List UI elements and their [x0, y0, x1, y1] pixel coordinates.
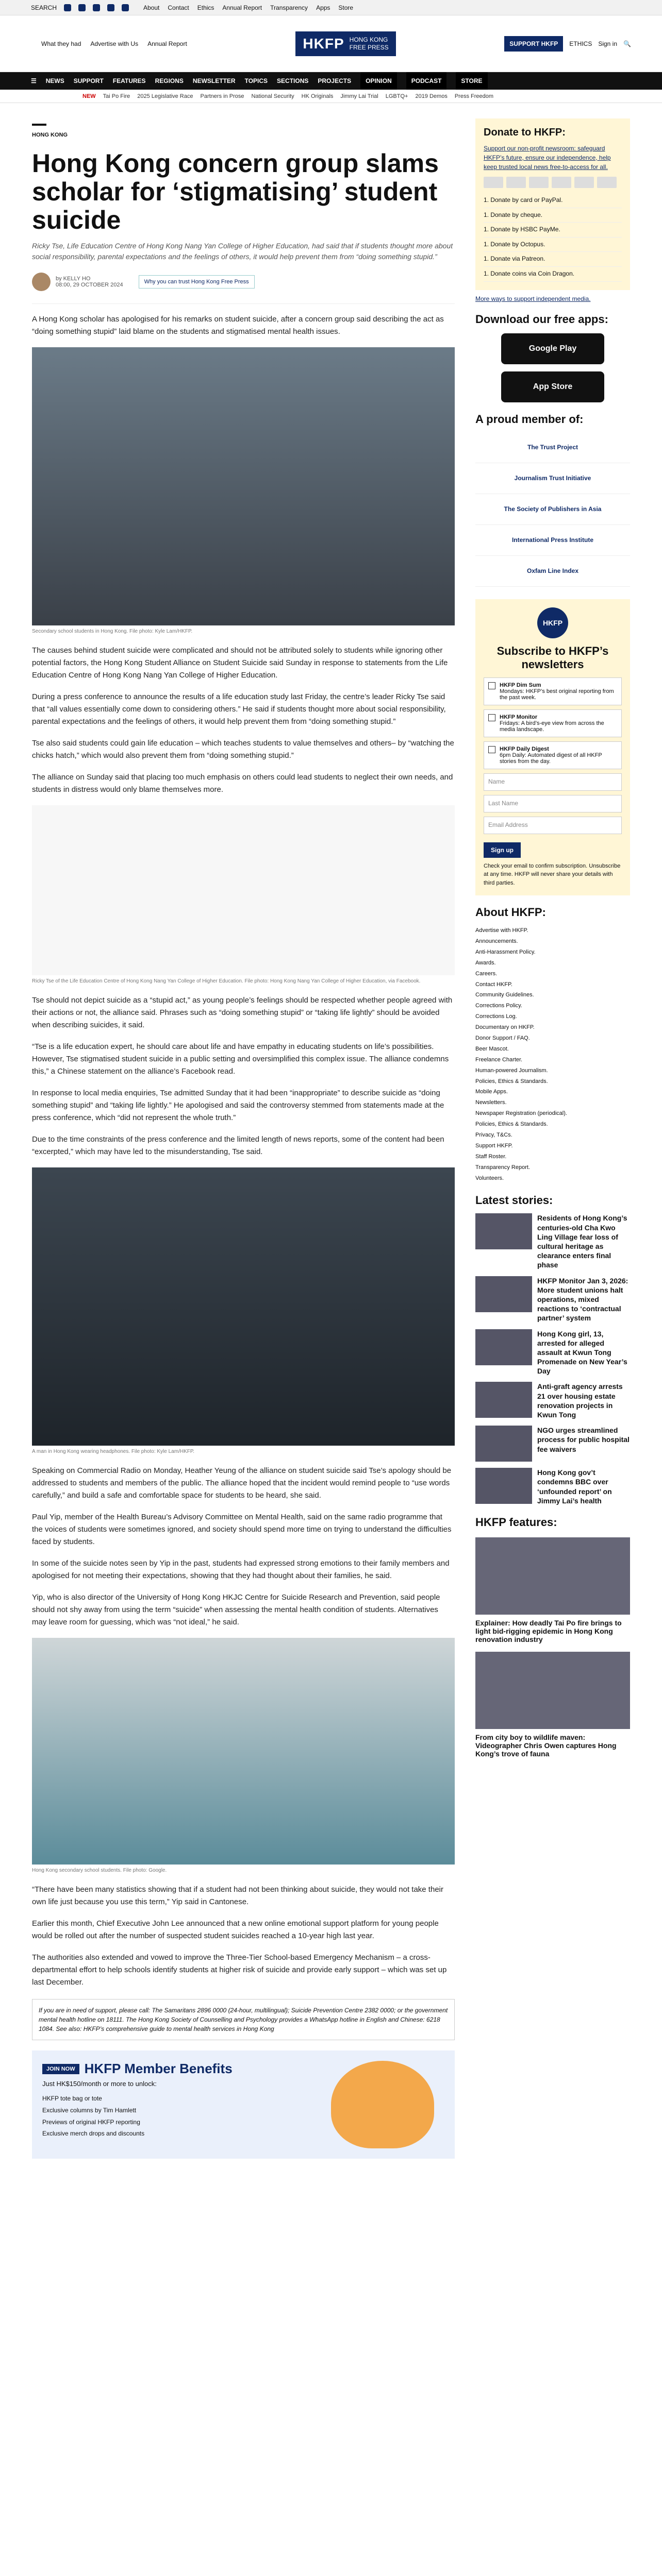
- first-name-input[interactable]: Name: [484, 773, 622, 791]
- twitter-icon[interactable]: [78, 4, 86, 11]
- payment-icons: [484, 177, 622, 188]
- amex-icon: [529, 177, 549, 188]
- trending-link[interactable]: 2019 Demos: [415, 93, 448, 99]
- masthead-link[interactable]: Advertise with Us: [90, 40, 139, 47]
- about-link[interactable]: Newspaper Registration (periodical).: [475, 1110, 567, 1117]
- topbar-link[interactable]: Apps: [316, 4, 330, 11]
- nav-item[interactable]: NEWS: [45, 77, 64, 84]
- member-logo[interactable]: Oxfam Line Index: [475, 556, 630, 587]
- main-nav: [0, 72, 662, 90]
- last-name-input[interactable]: Last Name: [484, 795, 622, 812]
- donate-option[interactable]: 1. Donate by Octopus.: [484, 238, 622, 252]
- author-avatar: [32, 273, 51, 291]
- member-promo[interactable]: [32, 2050, 455, 2159]
- facebook-icon[interactable]: [64, 4, 71, 11]
- logo-text: HKFP: [303, 35, 344, 52]
- photo-caption: Secondary school students in Hong Kong. File photo: Kyle Lam/HKFP.: [32, 629, 193, 634]
- promo-heading: HKFP Member Benefits: [84, 2061, 233, 2076]
- article-subtitle: Ricky Tse, Life Education Centre of Hong Kong Nang Yan College of Higher Education, had said that if students thought more about social responsibility, parental expectations and the feelings of others, it would help prevent them from “doing something stupid.”: [32, 242, 453, 261]
- about-link[interactable]: Freelance Charter.: [475, 1056, 523, 1063]
- donate-option[interactable]: 1. Donate coins via Coin Dragon.: [484, 267, 622, 282]
- nav-item[interactable]: FEATURES: [112, 77, 146, 84]
- about-link[interactable]: Donor Support / FAQ.: [475, 1035, 530, 1041]
- trending-link[interactable]: LGBTQ+: [385, 93, 408, 99]
- trust-badge[interactable]: Why you can trust Hong Kong Free Press: [139, 275, 255, 289]
- newsletter-option[interactable]: HKFP Daily Digest 6pm Daily: Automated digest of all HKFP stories from the day.: [484, 741, 622, 769]
- menu-icon[interactable]: ☰: [31, 77, 37, 84]
- trending-link[interactable]: National Security: [251, 93, 294, 99]
- list-item: Exclusive merch drops and discounts: [42, 2130, 145, 2138]
- trending-link[interactable]: HK Originals: [301, 93, 334, 99]
- about-link[interactable]: Policies, Ethics & Standards.: [475, 1121, 548, 1128]
- about-link[interactable]: Careers.: [475, 970, 498, 977]
- hkfp-logo[interactable]: [295, 31, 395, 56]
- article-kicker[interactable]: HONG KONG: [32, 132, 68, 138]
- topbar-link[interactable]: Contact: [168, 4, 189, 11]
- nav-item[interactable]: SECTIONS: [277, 77, 309, 84]
- donate-option[interactable]: 1. Donate via Patreon.: [484, 252, 622, 267]
- masthead-link[interactable]: What they had: [41, 40, 81, 47]
- support-info-box: If you are in need of support, please call: The Samaritans 2896 0000 (24-hour, multilingual); Suicide Prevention Centre 2382 0000; or the government mental health hotline on 18111. The Hong Kong Society of Counselling and Psychology provides a WhatsApp hotline in English and Chinese: 6218 1084. See also: HKFP’s comprehensive guide to mental health services in Hong Kong: [32, 1999, 455, 2040]
- article-photo: [32, 1638, 455, 1865]
- about-link[interactable]: Mobile Apps.: [475, 1089, 508, 1095]
- newsletter-option[interactable]: HKFP Dim Sum Mondays: HKFP’s best original reporting from the past week.: [484, 677, 622, 705]
- paypal-icon: [552, 177, 571, 188]
- search-icon[interactable]: 🔍: [623, 40, 631, 47]
- about-link[interactable]: Anti-Harassment Policy.: [475, 948, 536, 955]
- checkbox[interactable]: [488, 682, 495, 689]
- divider: [32, 124, 46, 126]
- visa-icon: [484, 177, 503, 188]
- newsletter-box: [475, 599, 630, 896]
- paragraph: Tse should not depict suicide as a “stupid act,” as young people’s feelings should be respected whether people agreed with their actions or not, the alliance said. Phrases such as “doing something stupid” or “taking life lightly” should be avoided when describing suicides, it said.: [32, 996, 453, 1029]
- donate-box: [475, 118, 630, 290]
- list-item: Exclusive columns by Tim Hamlett: [42, 2106, 137, 2114]
- story-item[interactable]: Hong Kong gov’t condemns BBC over ‘unfounded report’ on Jimmy Lai’s health: [475, 1468, 630, 1505]
- article-photo: [32, 1167, 455, 1446]
- paragraph: Due to the time constraints of the press conference and the limited length of news reports, some of the content had been “excerpted,” which may have led to the misunderstanding, Tse said.: [32, 1135, 444, 1156]
- apps-title: Download our free apps:: [475, 312, 608, 326]
- story-thumb: [475, 1426, 532, 1462]
- mastercard-icon: [506, 177, 526, 188]
- ethics-link[interactable]: ETHICS: [569, 40, 592, 47]
- story-thumb: [475, 1382, 532, 1418]
- linkedin-icon[interactable]: [122, 4, 129, 11]
- about-link[interactable]: Awards.: [475, 959, 496, 966]
- promo-sub: Just HK$150/month or more to unlock:: [42, 2080, 157, 2088]
- octopus-icon: [597, 177, 617, 188]
- logo-subtext: HONG KONG FREE PRESS: [349, 36, 389, 51]
- instagram-icon[interactable]: [93, 4, 100, 11]
- more-ways-link[interactable]: More ways to support independent media.: [475, 295, 591, 302]
- paragraph: During a press conference to announce the results of a life education study last Friday, the centre’s leader Ricky Tse said that “all values essentially come down to considering others.” He said if students thought more about social responsibility, parental expectations and the feelings of others, it would help prevent them from “doing something stupid.”: [32, 692, 446, 726]
- about-link[interactable]: Documentary on HKFP.: [475, 1024, 535, 1031]
- masthead: [0, 15, 662, 72]
- topbar-link[interactable]: Transparency: [270, 4, 308, 11]
- nav-item[interactable]: PROJECTS: [318, 77, 352, 84]
- donate-title: Donate to HKFP:: [484, 127, 566, 138]
- about-link[interactable]: Support HKFP.: [475, 1142, 513, 1149]
- nav-item[interactable]: TOPICS: [244, 77, 268, 84]
- nav-item[interactable]: OPINION: [360, 72, 397, 90]
- byline: [32, 273, 455, 291]
- topbar-link[interactable]: Annual Report: [222, 4, 262, 11]
- support-button[interactable]: SUPPORT HKFP: [504, 36, 563, 52]
- newsletter-note: Check your email to confirm subscription. Unsubscribe at any time. HKFP will never share your details with third parties.: [484, 862, 621, 886]
- photo-caption: Hong Kong secondary school students. File photo: Google.: [32, 1868, 167, 1873]
- about-link[interactable]: Advertise with HKFP.: [475, 927, 528, 934]
- paragraph: The alliance on Sunday said that placing too much emphasis on others could lead students to neglect their own needs, and students in distress would only blame themselves more.: [32, 773, 453, 794]
- story-thumb: [475, 1329, 532, 1365]
- about-title: About HKFP:: [475, 906, 546, 919]
- story-item[interactable]: Hong Kong girl, 13, arrested for alleged assault at Kwun Tong Promenade on New Year’s Day: [475, 1329, 630, 1376]
- payme-icon: [574, 177, 594, 188]
- paragraph: Yip, who is also director of the University of Hong Kong HKJC Centre for Suicide Research and Prevention, said people should not shy away from using the term “suicide” when assessing the mental health condition of students. Alternatives may leave room for guessing, which was “not ideal,” he said.: [32, 1593, 440, 1626]
- about-link[interactable]: Human-powered Journalism.: [475, 1067, 548, 1074]
- masthead-link[interactable]: Annual Report: [147, 40, 187, 47]
- nav-item[interactable]: REGIONS: [155, 77, 184, 84]
- about-link[interactable]: Transparency Report.: [475, 1164, 530, 1171]
- features-title: HKFP features:: [475, 1515, 557, 1529]
- trending-link[interactable]: Tai Po Fire: [103, 93, 130, 99]
- about-link[interactable]: Corrections Log.: [475, 1013, 517, 1020]
- article-photo: [32, 347, 455, 625]
- member-title: A proud member of:: [475, 412, 584, 426]
- new-badge: NEW: [82, 93, 96, 99]
- donate-option[interactable]: 1. Donate by cheque.: [484, 208, 622, 223]
- nav-item[interactable]: PODCAST: [406, 72, 447, 90]
- email-input[interactable]: Email Address: [484, 817, 622, 834]
- youtube-icon[interactable]: [107, 4, 114, 11]
- nav-item[interactable]: SUPPORT: [73, 77, 104, 84]
- about-link[interactable]: Newsletters.: [475, 1099, 507, 1106]
- paragraph: The authorities also extended and vowed to improve the Three-Tier School-based Emergency Mechanism – a cross-departmental effort to help schools identify students at higher risk of suicide and provide early support – which was set up last December.: [32, 1953, 447, 1987]
- publish-date: 08:00, 29 OCTOBER 2024: [56, 282, 123, 288]
- paragraph: The causes behind student suicide were complicated and should not be attributed solely to students while ignoring other potential factors, the Hong Kong Student Alliance on Student Suicide said Sunday in response to statements from the Life Education Centre of Hong Kong Nang Yan College of Higher Education.: [32, 646, 448, 680]
- feature-item[interactable]: Explainer: How deadly Tai Po fire brings to light bid-rigging epidemic in Hong Kong renovation industry: [475, 1537, 630, 1643]
- member-logo[interactable]: International Press Institute: [475, 525, 630, 556]
- newsletter-title: Subscribe to HKFP’s newsletters: [496, 644, 609, 671]
- story-item[interactable]: Residents of Hong Kong’s centuries-old Cha Kwo Ling Village fear loss of cultural heritage as clearance enters final phase: [475, 1213, 630, 1269]
- hkfp-badge: HKFP: [537, 607, 568, 638]
- story-item[interactable]: NGO urges streamlined process for public hospital fee waivers: [475, 1426, 630, 1462]
- app-store-button[interactable]: App Store: [501, 371, 604, 402]
- nav-item[interactable]: STORE: [456, 72, 487, 90]
- checkbox[interactable]: [488, 714, 495, 721]
- sidebar: [475, 103, 630, 2159]
- top-bar: [0, 0, 662, 15]
- about-list: [475, 925, 630, 1183]
- topbar-link[interactable]: Store: [338, 4, 354, 11]
- paragraph: A Hong Kong scholar has apologised for his remarks on student suicide, after a concern group said describing the act as “doing something stupid” laid blame on the students and stigmatised mental health issues.: [32, 315, 444, 336]
- feature-item[interactable]: From city boy to wildlife maven: Videographer Chris Owen captures Hong Kong’s trove of fauna: [475, 1652, 630, 1758]
- latest-title: Latest stories:: [475, 1194, 553, 1207]
- about-link[interactable]: Announcements.: [475, 938, 518, 944]
- nav-item[interactable]: NEWSLETTER: [192, 77, 236, 84]
- donate-options: [484, 193, 622, 282]
- checkbox[interactable]: [488, 746, 495, 753]
- list-item: HKFP tote bag or tote: [42, 2095, 102, 2102]
- paragraph: Paul Yip, member of the Health Bureau’s Advisory Committee on Mental Health, said on the same radio programme that the voices of students were sometimes ignored, and society should spend more time on trying to understand the difficulties faced by students.: [32, 1513, 452, 1546]
- author-name[interactable]: by KELLY HO: [56, 276, 91, 282]
- article-title: Hong Kong concern group slams scholar for ‘stigmatising’ student suicide: [32, 149, 439, 234]
- story-thumb: [475, 1213, 532, 1249]
- paragraph: In response to local media enquiries, Tse admitted Sunday that it had been “inappropriate” to describe suicide as “doing something stupid” and “taking life lightly.” He apologised and said the controversy stemmed from statements made at the press conference, which “did not represent the whole truth.”: [32, 1089, 444, 1122]
- topbar-link[interactable]: Ethics: [197, 4, 214, 11]
- trending-link[interactable]: Jimmy Lai Trial: [340, 93, 378, 99]
- trending-link[interactable]: Press Freedom: [454, 93, 494, 99]
- list-item: Previews of original HKFP reporting: [42, 2118, 140, 2126]
- trending-link[interactable]: 2025 Legislative Race: [137, 93, 193, 99]
- google-play-button[interactable]: Google Play: [501, 333, 604, 364]
- donate-option[interactable]: 1. Donate by card or PayPal.: [484, 193, 622, 208]
- signin-link[interactable]: Sign in: [598, 40, 618, 47]
- about-link[interactable]: Policies, Ethics & Standards.: [475, 1078, 548, 1084]
- donate-option[interactable]: 1. Donate by HSBC PayMe.: [484, 223, 622, 238]
- newsletter-option[interactable]: HKFP Monitor Fridays: A bird’s-eye view from across the media landscape.: [484, 709, 622, 737]
- join-badge[interactable]: JOIN NOW: [42, 2064, 79, 2074]
- about-link[interactable]: Beer Mascot.: [475, 1045, 509, 1052]
- search-link[interactable]: SEARCH: [31, 4, 57, 11]
- article: [32, 103, 455, 2159]
- paragraph: Speaking on Commercial Radio on Monday, Heather Yeung of the alliance on student suicide said Tse’s apology should be addressed to students and members of the public. The alliance hoped that the incident would remind people to “use words carefully,” and build a safe and comfortable space for students to be heard, she said.: [32, 1466, 452, 1500]
- trending-link[interactable]: Partners in Prose: [200, 93, 244, 99]
- about-link[interactable]: Community Guidelines.: [475, 992, 534, 998]
- story-item[interactable]: HKFP Monitor Jan 3, 2026: More student unions halt operations, mixed reactions to ‘contractual partner’ system: [475, 1276, 630, 1323]
- story-thumb: [475, 1276, 532, 1312]
- about-link[interactable]: Contact HKFP.: [475, 981, 512, 988]
- about-link[interactable]: Privacy, T&Cs.: [475, 1131, 512, 1138]
- feature-thumb: [475, 1652, 630, 1729]
- about-link[interactable]: Corrections Policy.: [475, 1003, 522, 1009]
- paragraph: “There have been many statistics showing that if a student had not been thinking about suicide, they would not take their own life just because you use this term,” Yip said in Cantonese.: [32, 1885, 443, 1906]
- paragraph: “Tse is a life education expert, he should care about life and have empathy in educating students on life’s possibilities. However, Tse stigmatised student suicide in a public setting and oversimplified this complex issue. The alliance condemns this,” a Chinese statement on the alliance’s Facebook read.: [32, 1042, 449, 1076]
- photo-caption: A man in Hong Kong wearing headphones. File photo: Kyle Lam/HKFP.: [32, 1449, 195, 1454]
- embedded-photo: [32, 805, 455, 975]
- paragraph: In some of the suicide notes seen by Yip in the past, students had expressed strong emotions to their family members and apologised for not meeting their expectations, showing that they had thought about their families, he said.: [32, 1559, 450, 1580]
- about-link[interactable]: Staff Roster.: [475, 1153, 507, 1160]
- paragraph: Earlier this month, Chief Executive John Lee announced that a new online emotional support platform for young people would be rolled out after the number of suspected student suicides reached a 10-year high last year.: [32, 1919, 439, 1940]
- member-logo[interactable]: The Trust Project: [475, 432, 630, 463]
- signup-button[interactable]: Sign up: [484, 842, 521, 858]
- member-logo[interactable]: The Society of Publishers in Asia: [475, 494, 630, 525]
- story-thumb: [475, 1468, 532, 1504]
- about-link[interactable]: Volunteers.: [475, 1175, 504, 1181]
- member-logo[interactable]: Journalism Trust Initiative: [475, 463, 630, 494]
- paragraph: Tse also said students could gain life education – which teaches students to value themselves and others– by “watching the chicks hatch,” which would also prevent them from “doing something stupid.”: [32, 739, 454, 760]
- photo-caption: Ricky Tse of the Life Education Centre of Hong Kong Nang Yan College of Higher Education. File photo: Hong Kong Nang Yan College of Higher Education, via Facebook.: [32, 978, 421, 984]
- story-item[interactable]: Anti-graft agency arrests 21 over housing estate renovation projects in Kwun Tong: [475, 1382, 630, 1419]
- topbar-link[interactable]: About: [143, 4, 160, 11]
- donate-text[interactable]: Support our non-profit newsroom: safeguard HKFP’s future, ensure our independence, help keep trusted local news free-to-access for all.: [484, 145, 611, 171]
- trending-bar: [0, 90, 662, 103]
- feature-thumb: [475, 1537, 630, 1615]
- mascot-image: [331, 2061, 434, 2148]
